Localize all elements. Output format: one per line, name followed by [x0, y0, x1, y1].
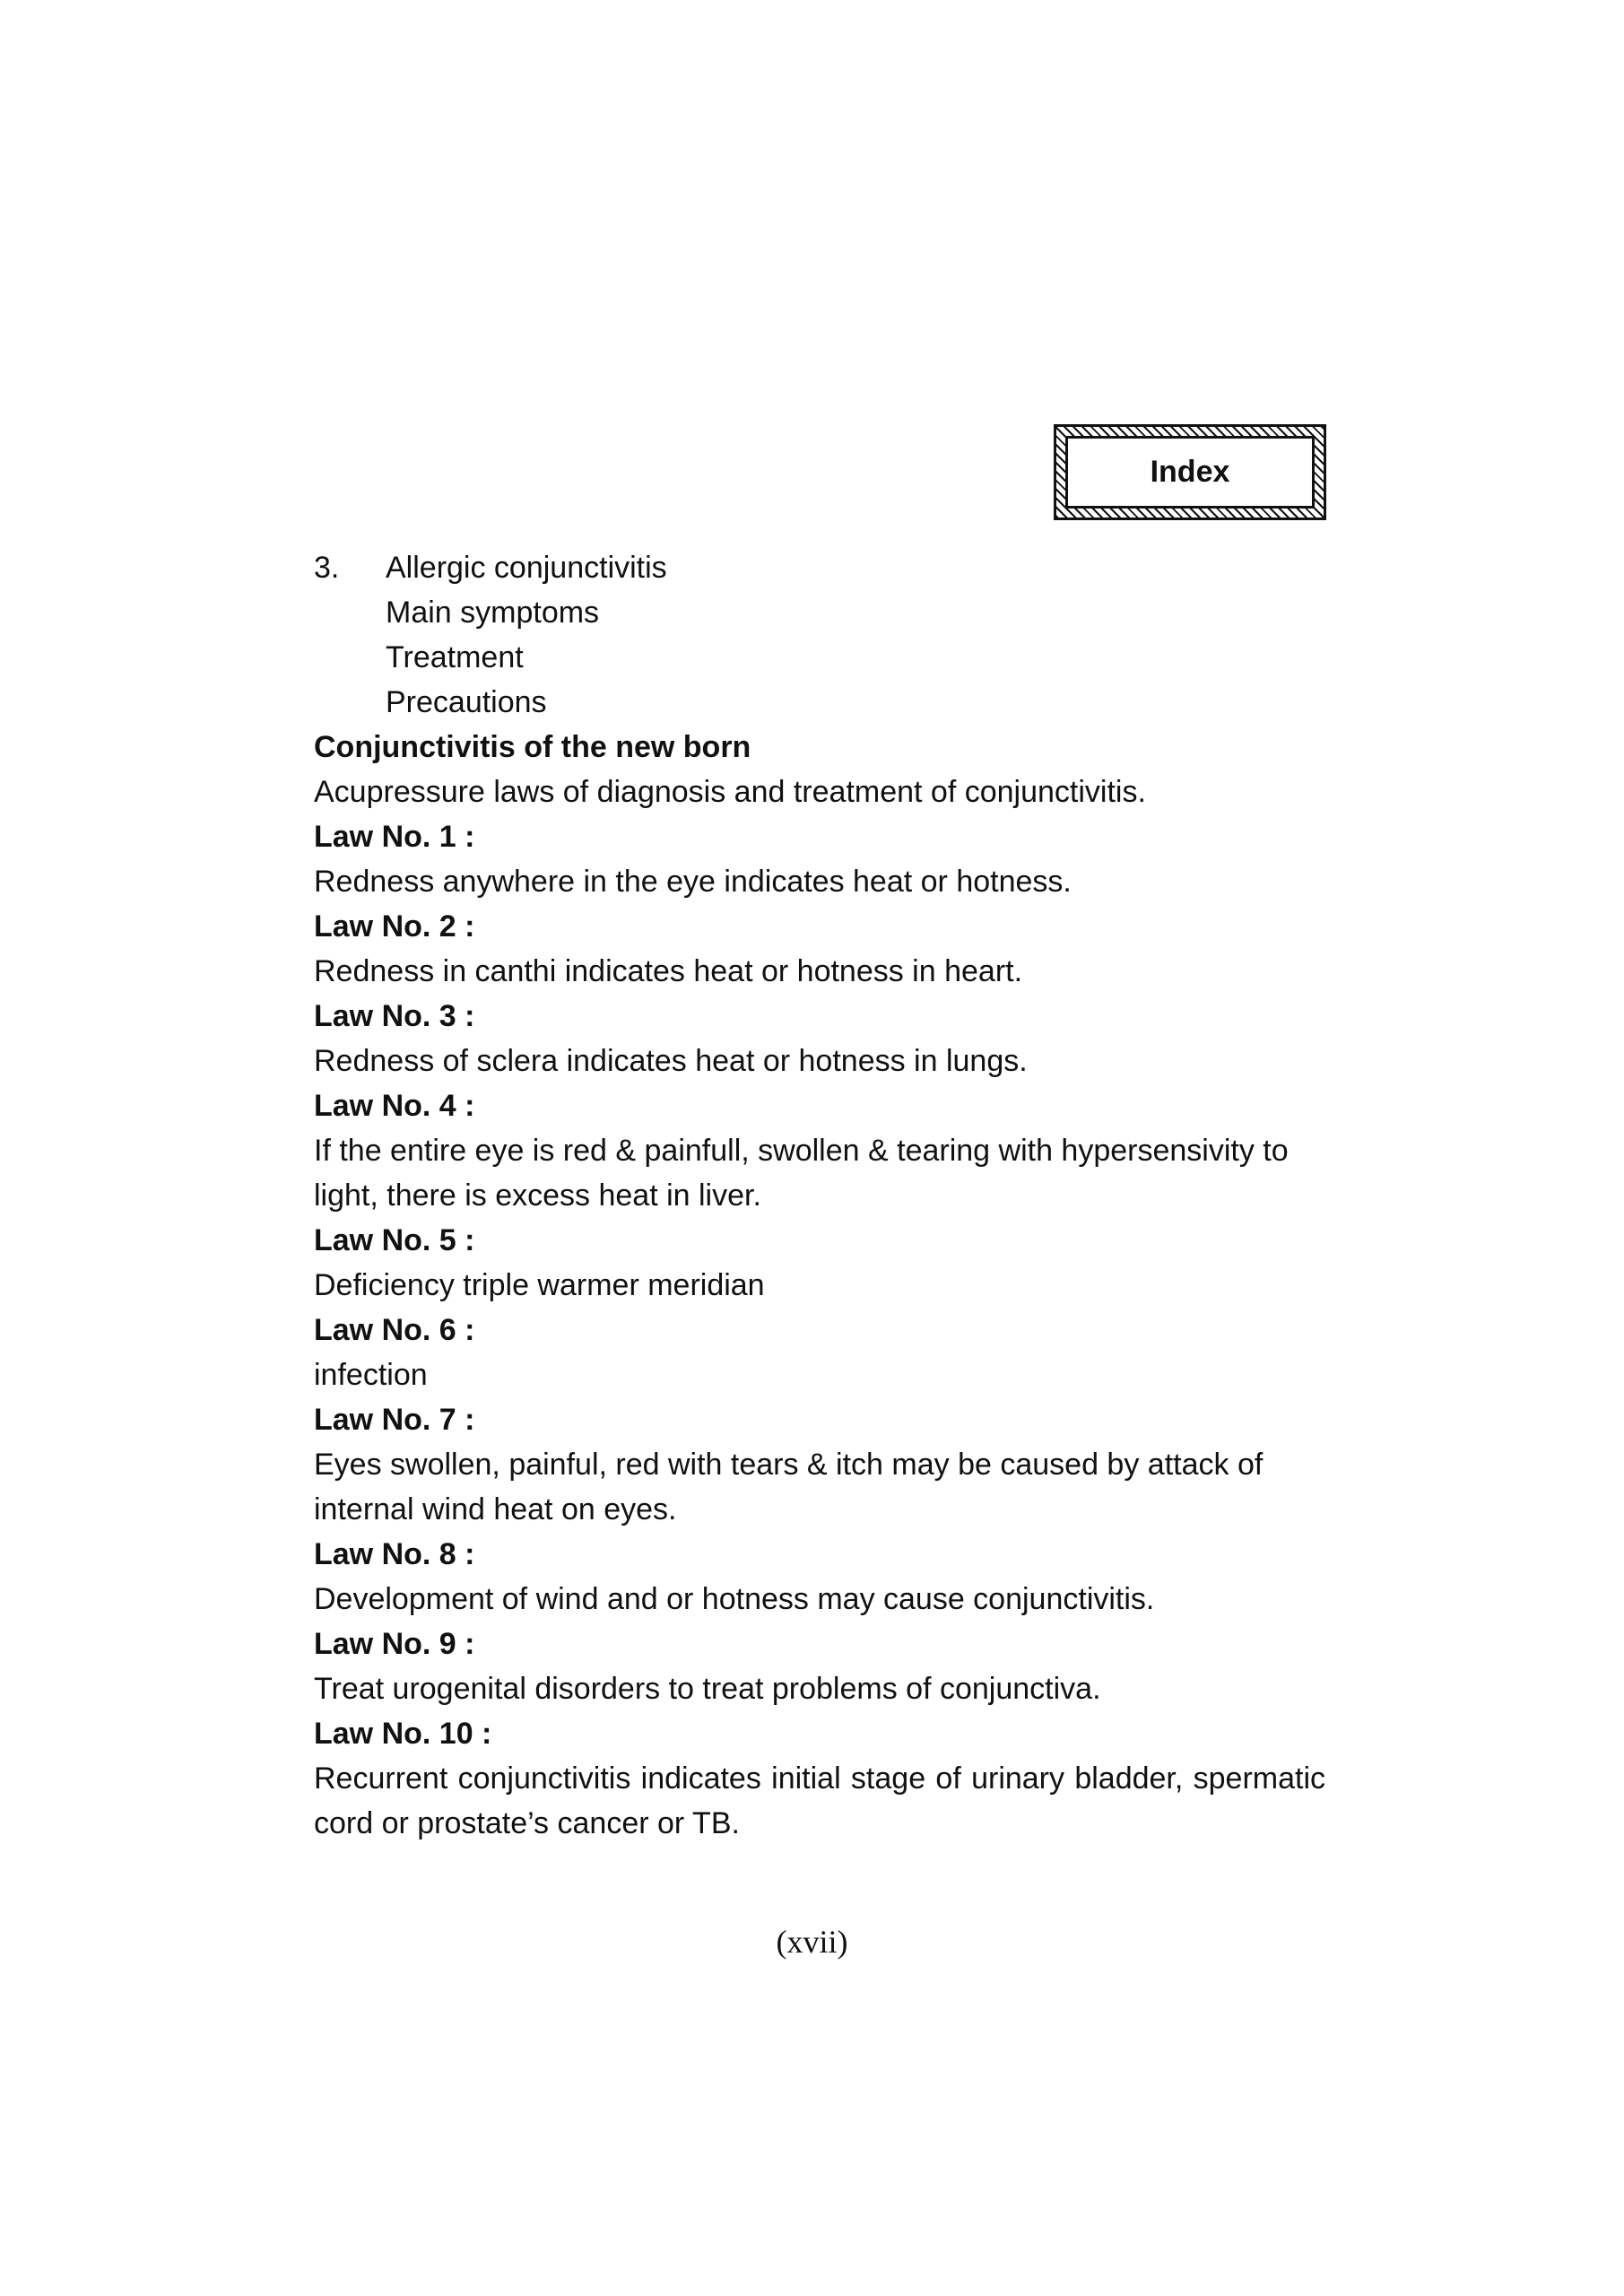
law-label: Law No. 8 : [314, 1537, 475, 1571]
law-text: Redness anywhere in the eye indicates heat or hotness. [314, 865, 1072, 899]
heading: Conjunctivitis of the new born [314, 730, 751, 764]
index-label: Index [1065, 436, 1315, 509]
law-text: infection [314, 1358, 428, 1392]
law-label: Law No. 5 : [314, 1223, 475, 1257]
section-number: 3. [314, 551, 340, 585]
section-subitem: Precautions [386, 685, 547, 719]
section-subitem: Treatment [386, 640, 524, 674]
law-label: Law No. 2 : [314, 909, 475, 944]
page-number: (xvii) [776, 1924, 848, 1960]
index-badge [1054, 424, 1326, 520]
section-title: Allergic conjunctivitis [386, 551, 667, 585]
law-label: Law No. 9 : [314, 1627, 475, 1661]
section-title-row [314, 545, 1325, 590]
law-label: Law No. 10 : [314, 1717, 492, 1751]
law-text: Eyes swollen, painful, red with tears & itch may be caused by attack of internal wind heat on eyes. [314, 1448, 1264, 1526]
law-text: Deficiency triple warmer meridian [314, 1268, 765, 1302]
law-text: Redness of sclera indicates heat or hotness in lungs. [314, 1044, 1028, 1078]
section-subitem: Main symptoms [386, 596, 600, 630]
law-text: Recurrent conjunctivitis indicates initial stage of urinary bladder, spermatic cord or prostate’s cancer or TB. [314, 1761, 1325, 1840]
law-label: Law No. 4 : [314, 1089, 475, 1123]
law-label: Law No. 7 : [314, 1403, 475, 1437]
law-label: Law No. 6 : [314, 1313, 475, 1347]
law-text: If the entire eye is red & painfull, swollen & tearing with hypersensivity to light, there is excess heat in liver. [314, 1134, 1289, 1213]
law-label: Law No. 3 : [314, 999, 475, 1033]
law-text: Development of wind and or hotness may cause conjunctivitis. [314, 1582, 1155, 1616]
law-text: Treat urogenital disorders to treat problems of conjunctiva. [314, 1672, 1101, 1706]
page-content [314, 545, 1325, 1846]
intro-text: Acupressure laws of diagnosis and treatment of conjunctivitis. [314, 775, 1146, 809]
law-text: Redness in canthi indicates heat or hotness in heart. [314, 954, 1023, 988]
law-label: Law No. 1 : [314, 820, 475, 854]
